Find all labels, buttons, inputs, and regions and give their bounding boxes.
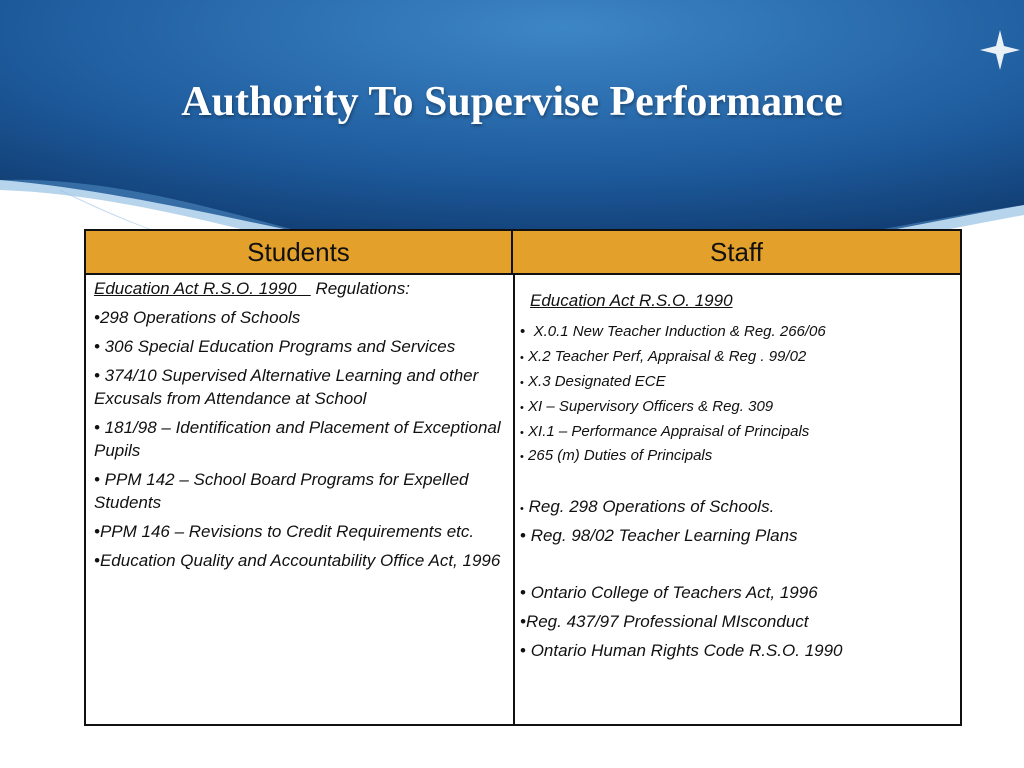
staff-item: • 265 (m) Duties of Principals [520,447,713,464]
students-item: •298 Operations of Schools [94,308,301,327]
students-item: •Education Quality and Accountability Office Act, 1996 [94,551,501,570]
students-item: • 374/10 Supervised Alternative Learning and other Excusals from Attendance at School [94,366,479,408]
header-students: Students [86,231,513,275]
staff-item: • Reg. 298 Operations of Schools. [520,497,775,516]
students-regulations-label: Regulations: [315,279,410,298]
authority-table [84,229,962,726]
staff-item: • XI – Supervisory Officers & Reg. 309 [520,398,774,415]
students-act-title: Education Act R.S.O. 1990 [94,279,297,298]
staff-item: • Ontario Human Rights Code R.S.O. 1990 [520,641,843,660]
staff-act-heading: Education Act R.S.O. 1990 [530,291,733,310]
staff-item: • X.0.1 New Teacher Induction & Reg. 266/06 [520,323,826,340]
students-item: • 181/98 – Identification and Placement of Exceptional Pupils [94,418,501,460]
staff-item: •Reg. 437/97 Professional MIsconduct [520,612,809,631]
staff-item: • XI.1 – Performance Appraisal of Principals [520,423,810,440]
staff-item: • X.2 Teacher Perf, Appraisal & Reg . 99/02 [520,348,807,365]
slide-title: Authority To Supervise Performance [181,79,843,125]
header-staff: Staff [513,231,960,275]
students-act-heading [94,277,506,300]
students-item: • PPM 142 – School Board Programs for Expelled Students [94,470,469,512]
column-divider [513,275,515,724]
students-item: •PPM 146 – Revisions to Credit Requirements etc. [94,522,475,541]
staff-item: • X.3 Designated ECE [520,373,666,390]
staff-item: • Reg. 98/02 Teacher Learning Plans [520,526,798,545]
students-item: • 306 Special Education Programs and Services [94,337,456,356]
staff-item: • Ontario College of Teachers Act, 1996 [520,583,818,602]
students-cell [94,277,506,578]
